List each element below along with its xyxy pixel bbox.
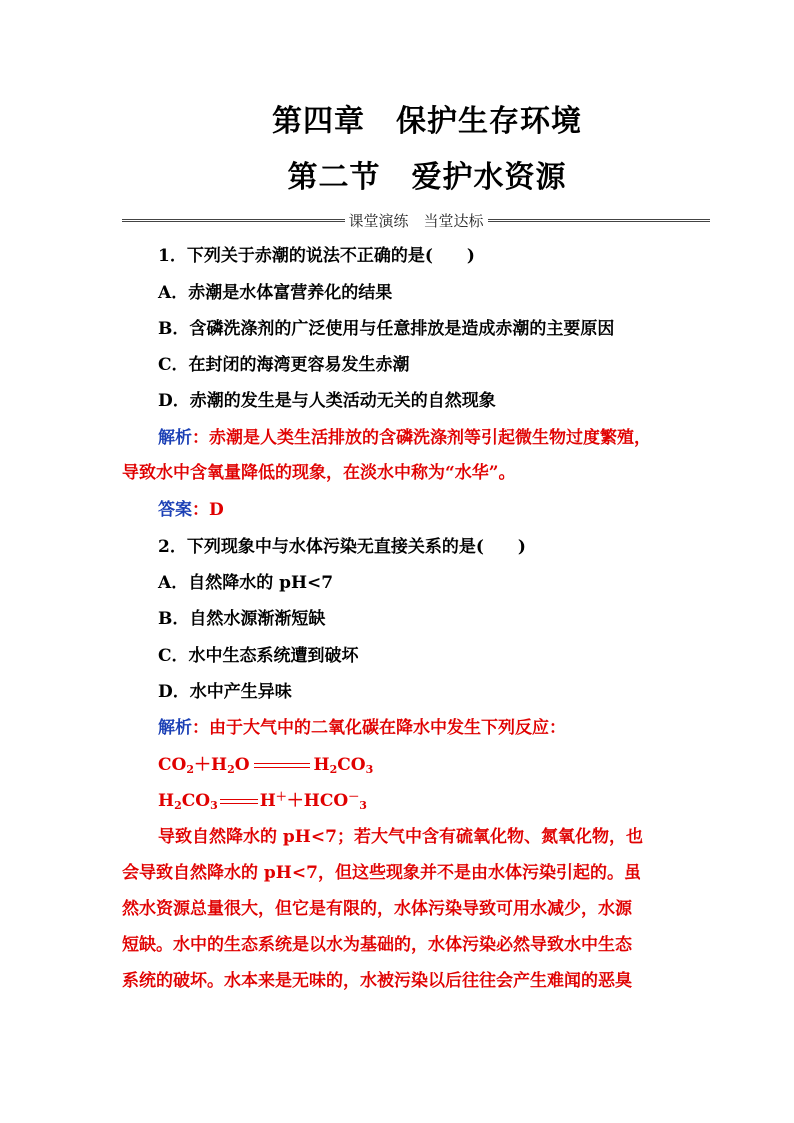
eq2-tail-sup: － [348, 790, 360, 803]
eq2-left: H [158, 791, 175, 811]
eq1-right-tail-sub: 3 [365, 763, 374, 776]
eq2-tail: ＋HCO [286, 791, 349, 811]
q2-analysis [158, 717, 566, 739]
eq1-left-sub: 2 [186, 763, 194, 776]
q1-option-b: B．含磷洗涤剂的广泛使用与任意排放是造成赤潮的主要原因 [158, 319, 615, 339]
q2-body-line-5: 系统的破坏。水本来是无味的，水被污染以后往往会产生难闻的恶臭 [122, 971, 632, 991]
q1-analysis-line1: ：赤潮是人类生活排放的含磷洗涤剂等引起微生物过度繁殖， [192, 428, 651, 448]
q1-answer-label: 答案 [158, 500, 192, 520]
eq1-equilibrium-arrow-icon [254, 762, 310, 770]
eq1-right-tail: CO [337, 755, 366, 775]
q2-analysis-intro: ：由于大气中的二氧化碳在降水中发生下列反应： [192, 718, 566, 738]
q1-analysis-line2: 导致水中含氧量降低的现象，在淡水中称为“水华”。 [122, 463, 516, 483]
q2-equation-2 [158, 790, 367, 812]
section-divider [122, 210, 710, 230]
q2-option-a: A．自然降水的 pH<7 [158, 573, 334, 593]
eq2-h-sup: ＋ [275, 790, 287, 803]
q1-analysis-label: 解析 [158, 428, 192, 448]
eq1-left: CO [158, 755, 187, 775]
q1-option-d: D．赤潮的发生是与人类活动无关的自然现象 [158, 391, 496, 411]
q1-answer-value: ：D [192, 500, 224, 520]
q2-body-line-3: 然水资源总量很大，但它是有限的，水体污染导致可用水减少，水源 [122, 899, 632, 919]
eq2-left-tail: CO [181, 791, 211, 811]
divider-label: 课堂演练 当堂达标 [348, 211, 484, 230]
q2-body-line-4: 短缺。水中的生态系统是以水为基础的，水体污染必然导致水中生态 [122, 935, 632, 955]
q1-option-a: A．赤潮是水体富营养化的结果 [158, 283, 393, 303]
eq1-plus: ＋H [194, 755, 228, 775]
q2-option-d: D．水中产生异味 [158, 682, 292, 702]
eq1-o: O [234, 755, 250, 775]
divider-rule-right [488, 219, 711, 222]
q2-stem: 2．下列现象中与水体污染无直接关系的是( ) [158, 537, 526, 557]
q2-equation-1 [158, 754, 373, 776]
eq2-h: H [259, 791, 276, 811]
q2-option-c: C．水中生态系统遭到破坏 [158, 646, 359, 666]
q1-analysis [158, 427, 651, 449]
divider-rule-left [122, 219, 345, 222]
q1-option-c: C．在封闭的海湾更容易发生赤潮 [158, 355, 410, 375]
eq2-tail-sub: 3 [359, 799, 367, 812]
q1-stem: 1．下列关于赤潮的说法不正确的是( ) [158, 246, 475, 266]
eq1-right: H [313, 755, 330, 775]
q2-body-line-1: 导致自然降水的 pH<7；若大气中含有硫氧化物、氮氧化物，也 [158, 827, 643, 847]
q1-answer [158, 499, 224, 521]
section-title: 第二节 爱护水资源 [287, 160, 567, 195]
q2-option-b: B．自然水源渐渐短缺 [158, 609, 326, 629]
eq1-plus-sub: 2 [227, 763, 235, 776]
q2-analysis-label: 解析 [158, 718, 192, 738]
eq2-left-sub: 2 [174, 799, 182, 812]
eq2-equilibrium-arrow-icon [220, 798, 258, 806]
eq2-left-tail-sub: 3 [210, 799, 218, 812]
chapter-title: 第四章 保护生存环境 [272, 104, 582, 139]
q2-body-line-2: 会导致自然降水的 pH<7，但这些现象并不是由水体污染引起的。虽 [122, 863, 641, 883]
eq1-right-sub: 2 [329, 763, 338, 776]
